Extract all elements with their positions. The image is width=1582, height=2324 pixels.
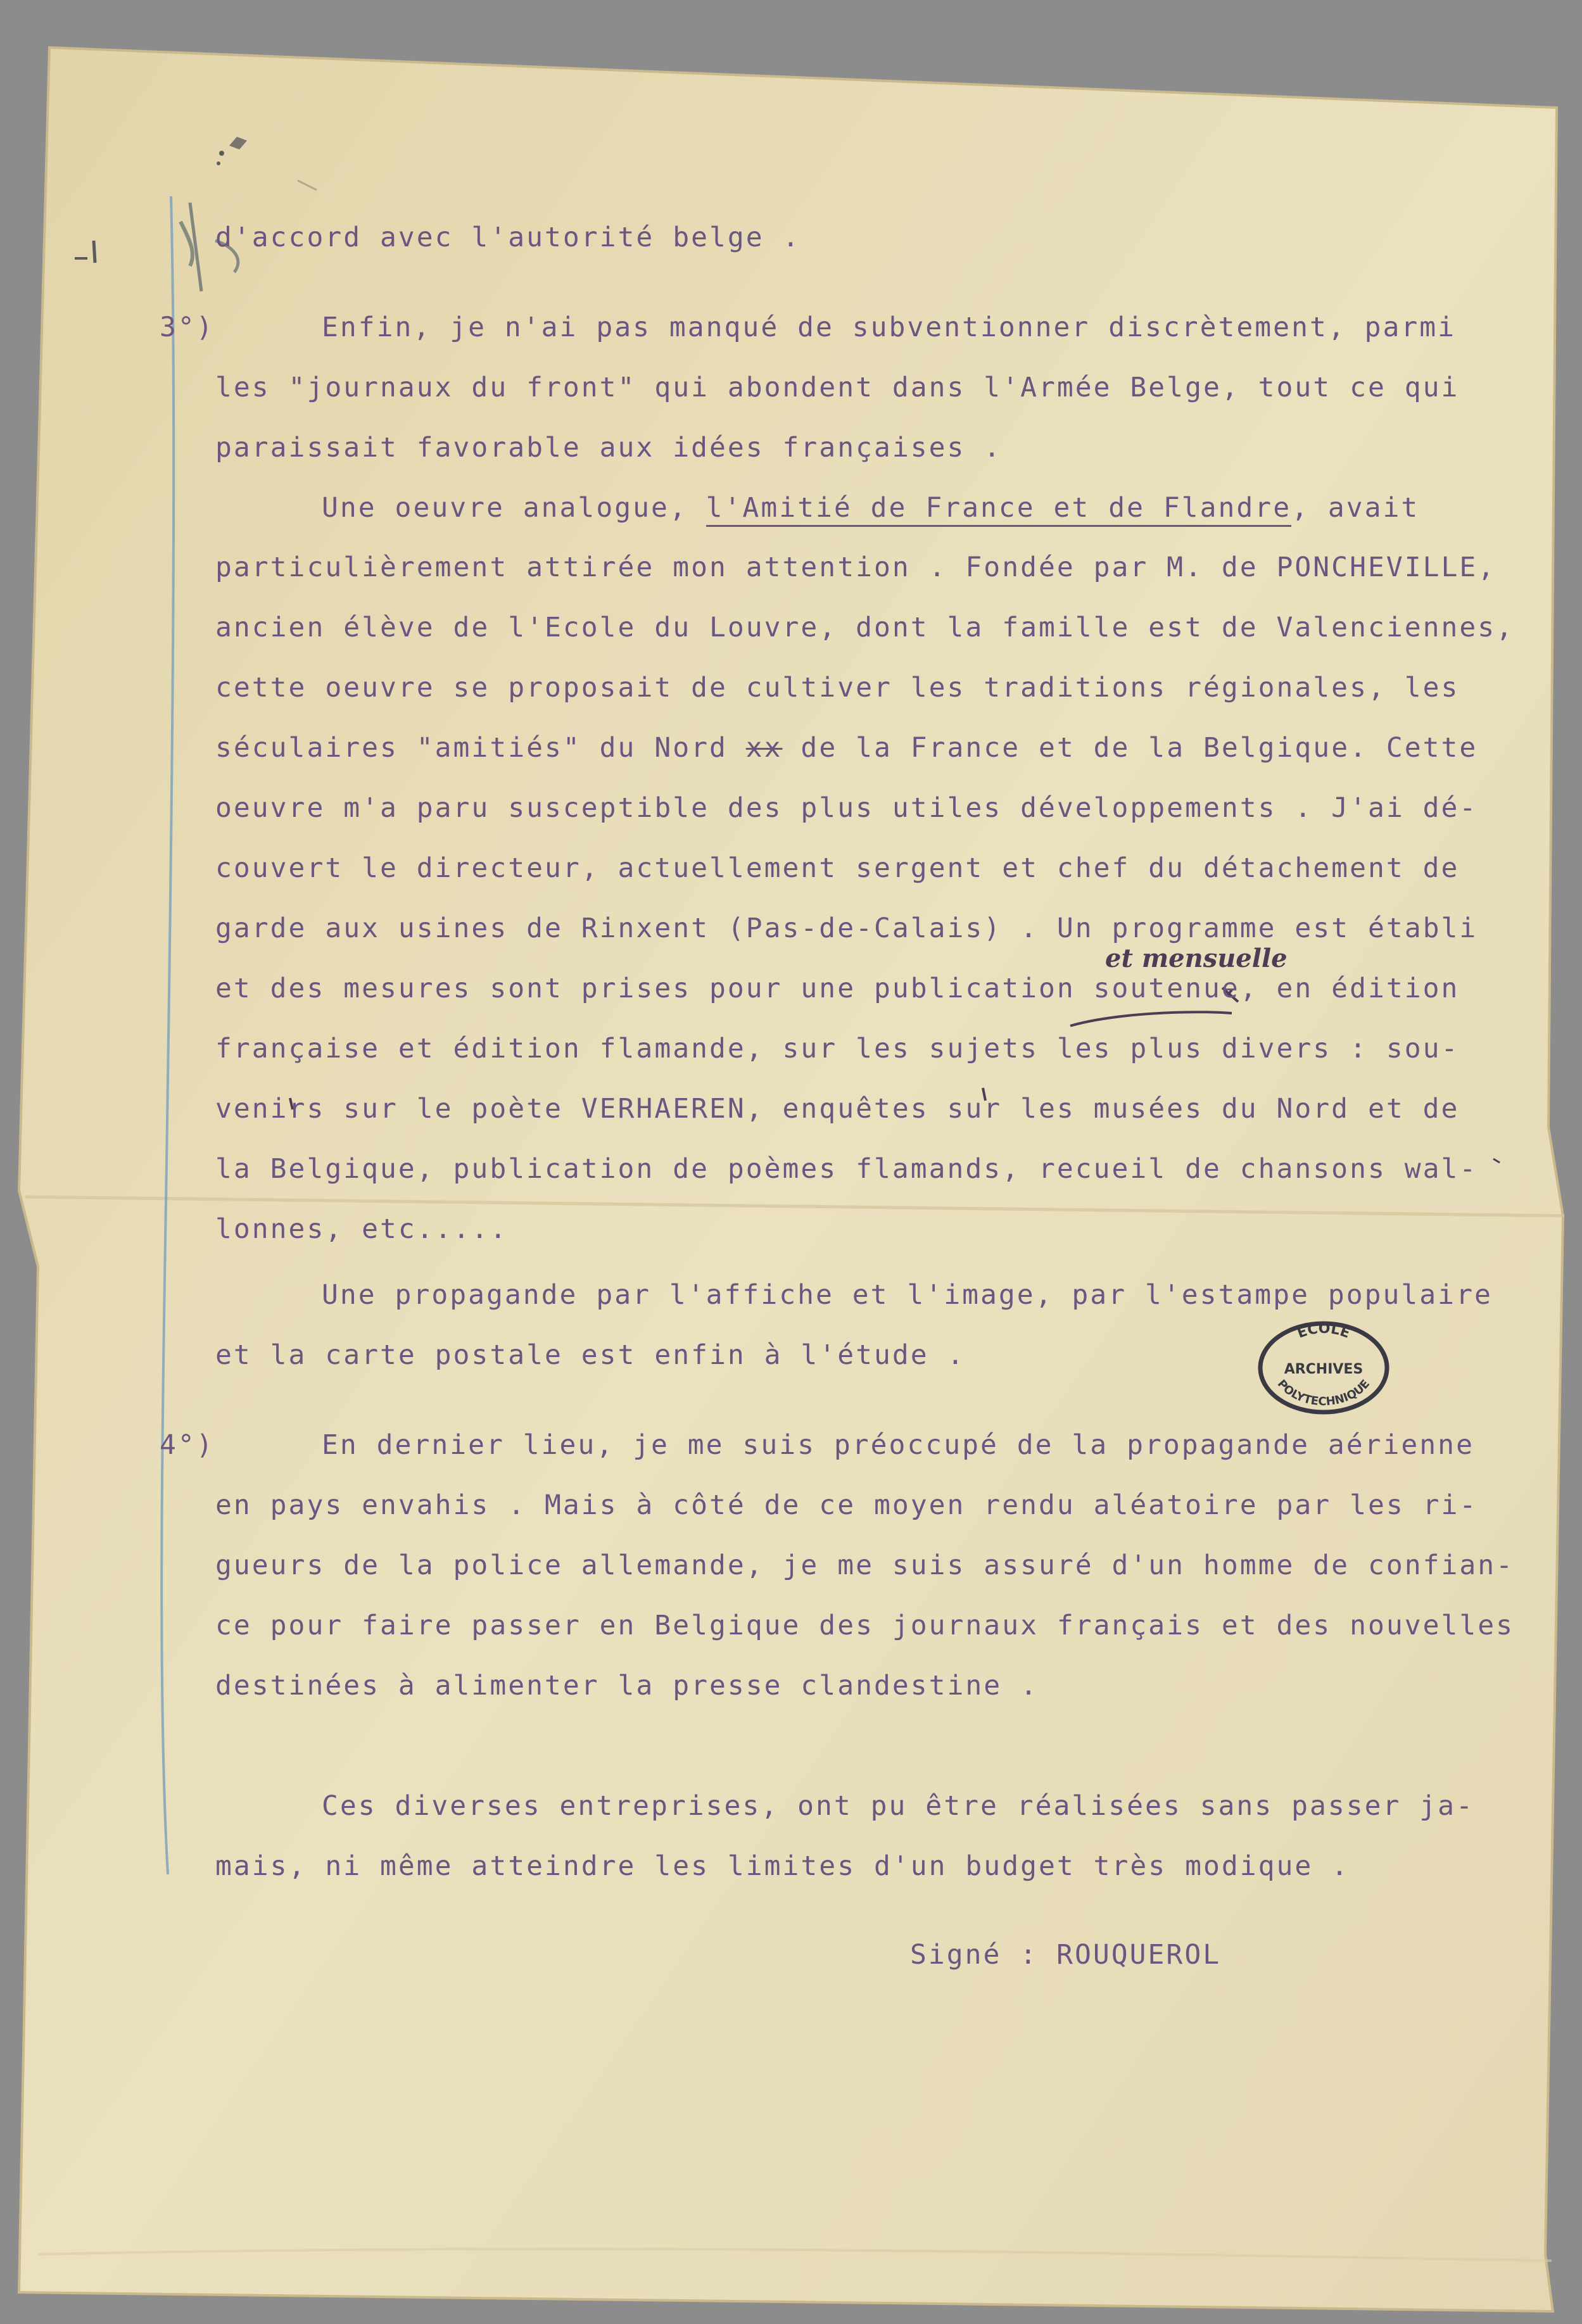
text-line: et la carte postale est enfin à l'étude .: [215, 1339, 966, 1371]
text-segment: séculaires "amitiés" du Nord: [215, 732, 746, 764]
handwritten-insertion: et mensuelle: [1105, 944, 1288, 973]
text-line: lonnes, etc.....: [215, 1213, 509, 1245]
text-line: particulièrement attirée mon attention . Fondée par M. de PONCHEVILLE,: [215, 552, 1497, 583]
text-line: venirs sur le poète VERHAEREN, enquêtes sur les musées du Nord et de: [215, 1093, 1460, 1125]
text-segment: et des mesures sont prises pour une publication: [215, 973, 1094, 1004]
stamp-bottom-text: POLYTECHNIQUE: [1274, 1377, 1373, 1409]
section-marker: 3°): [160, 312, 215, 343]
text-line: d'accord avec l'autorité belge .: [215, 222, 801, 253]
text-segment: , avait: [1291, 492, 1420, 524]
text-line: ancien élève de l'Ecole du Louvre, dont la famille est de Valenciennes,: [215, 612, 1515, 643]
text-line: En dernier lieu, je me suis préoccupé de la propagande aérienne: [322, 1429, 1474, 1461]
text-line: couvert le directeur, actuellement sergent et chef du détachement de: [215, 852, 1460, 884]
svg-text:ECOLE: [1295, 1321, 1352, 1342]
underlined-title: l'Amitié de France et de Flandre: [706, 492, 1291, 527]
text-line: les "journaux du front" qui abondent dans l'Armée Belge, tout ce qui: [215, 372, 1460, 403]
stamp-top-text: ECOLE: [1295, 1320, 1352, 1342]
text-line: paraissait favorable aux idées françaises .: [215, 432, 1003, 464]
text-line: Ces diverses entreprises, ont pu être réalisées sans passer ja-: [322, 1790, 1474, 1822]
text-line: française et édition flamande, sur les sujets les plus divers : sou-: [215, 1033, 1460, 1064]
text-line: mais, ni même atteindre les limites d'un budget très modique .: [215, 1850, 1350, 1882]
text-line: Une propagande par l'affiche et l'image, par l'estampe populaire: [322, 1279, 1493, 1311]
text-line: garde aux usines de Rinxent (Pas-de-Calais) . Un programme est établi: [215, 913, 1478, 944]
text-line: en pays envahis . Mais à côté de ce moyen rendu aléatoire par les ri-: [215, 1489, 1478, 1521]
amended-word: soutenue: [1093, 973, 1240, 1004]
text-line: ce pour faire passer en Belgique des journaux français et des nouvelles: [215, 1610, 1515, 1641]
text-line: oeuvre m'a paru susceptible des plus utiles développements . J'ai dé-: [215, 792, 1478, 824]
section-marker: 4°): [160, 1429, 215, 1461]
text-line: gueurs de la police allemande, je me suis assuré d'un homme de confian-: [215, 1550, 1515, 1581]
struck-text: xx: [745, 732, 783, 764]
text-segment: Une oeuvre analogue,: [322, 492, 706, 524]
text-segment: , en édition: [1239, 973, 1460, 1004]
text-line: [322, 489, 1419, 527]
text-line: cette oeuvre se proposait de cultiver les traditions régionales, les: [215, 672, 1460, 704]
text-line: [215, 729, 1478, 767]
text-line: destinées à alimenter la presse clandestine .: [215, 1670, 1039, 1702]
stamp-middle-text: ARCHIVES: [1284, 1361, 1364, 1377]
signature: Signé : ROUQUEROL: [910, 1939, 1222, 1971]
text-line: la Belgique, publication de poèmes flamands, recueil de chansons wal-: [215, 1153, 1478, 1185]
archive-stamp: [1257, 1320, 1390, 1415]
text-segment: de la France et de la Belgique. Cette: [782, 732, 1478, 764]
text-line: Enfin, je n'ai pas manqué de subventionner discrètement, parmi: [322, 312, 1457, 343]
text-line: [215, 969, 1459, 1007]
